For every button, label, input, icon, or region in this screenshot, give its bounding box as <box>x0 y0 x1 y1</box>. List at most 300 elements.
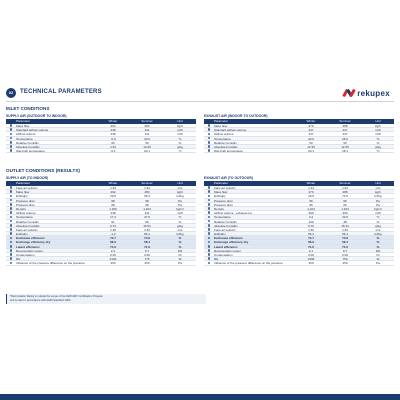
parameter-icon <box>204 149 214 152</box>
parameter-name: Enthalpy <box>214 194 226 198</box>
page-header <box>6 88 396 104</box>
summer-value: 15.34 <box>341 223 349 228</box>
summer-value: 311 <box>144 211 150 216</box>
unit: °C <box>178 149 182 154</box>
unit: °C <box>178 136 182 141</box>
winter-value: 279 <box>308 190 314 195</box>
column-header: Parameter <box>16 181 31 185</box>
winter-value: 250 <box>308 261 314 266</box>
summer-value: 0.00 <box>144 253 150 257</box>
parameter-icon <box>204 145 214 148</box>
summer-value: 288 <box>342 190 348 195</box>
summer-value: 74.8 <box>144 236 150 241</box>
parameter-icon <box>204 128 214 131</box>
parameter-icon <box>6 137 16 140</box>
parameter-icon <box>204 207 214 210</box>
outlet-supply-block <box>6 175 196 266</box>
winter-value: 1.48 <box>110 227 116 232</box>
note-line-1: *Recirculation Rating is outside the scope of the AHRI ERV Certification Program <box>10 295 103 298</box>
column-header: Unit <box>177 181 183 185</box>
parameter-name: Relative humidity <box>16 140 39 144</box>
winter-value: 66.9 <box>110 240 116 245</box>
column-header: Summer <box>339 181 351 185</box>
summer-value: 66 <box>343 202 347 207</box>
parameter-icon <box>6 236 16 239</box>
unit: Pa <box>376 198 380 203</box>
unit: m/s <box>177 186 183 190</box>
parameter-icon <box>6 240 16 243</box>
parameter-icon <box>204 132 214 135</box>
unit: g/kg <box>177 223 183 228</box>
column-header: Parameter <box>214 119 229 123</box>
parameter-name: Absolute humidity <box>16 144 40 149</box>
unit: m³/h <box>375 128 381 133</box>
unit: % <box>178 219 182 224</box>
unit: m/s <box>177 227 183 232</box>
unit: kg/h <box>177 124 183 128</box>
brand-logo <box>343 87 390 99</box>
parameter-name: Absolute humidity <box>214 223 238 227</box>
parameter-icon <box>6 228 16 231</box>
summer-value: 68 <box>145 202 149 207</box>
summer-value: 50 <box>343 140 347 145</box>
parameter-name: Absolute humidity <box>214 144 238 149</box>
winter-value: 100 <box>308 219 314 224</box>
winter-value: 1.46 <box>110 186 116 190</box>
parameter-icon <box>6 190 16 193</box>
summer-value: 1.64 <box>342 227 348 232</box>
parameter-icon <box>6 224 16 227</box>
winter-value: 66 <box>309 202 313 207</box>
summer-value: 311 <box>144 128 150 133</box>
unit: kJ/kg <box>176 232 184 237</box>
summer-value: 283 <box>144 124 150 128</box>
parameter-name: Pressure drop <box>214 198 233 202</box>
parameter-icon <box>6 261 16 264</box>
parameter-icon <box>6 132 16 135</box>
parameter-icon <box>204 232 214 235</box>
parameter-name: Exchange efficiency <box>16 236 45 240</box>
summer-value: 25.0 <box>342 136 348 141</box>
winter-value: 2126 <box>109 257 117 262</box>
page-title: TECHNICAL PARAMETERS <box>20 89 102 95</box>
parameter-name: Condensation <box>214 253 233 257</box>
summer-value: 71.6 <box>342 244 348 249</box>
winter-value: 292 <box>110 190 116 195</box>
column-header: Parameter <box>16 119 31 123</box>
unit: kg/h <box>177 190 183 195</box>
parameter-name: Airflow volume - exhaust out <box>214 211 252 215</box>
parameter-name: Standard airflow volume <box>16 128 49 132</box>
winter-value: 1698 <box>307 257 315 262</box>
column-header: Summer <box>339 119 351 123</box>
summer-value: 48 <box>343 219 347 224</box>
unit: % <box>178 244 182 249</box>
parameter-icon <box>6 253 16 256</box>
winter-value: 50 <box>309 140 313 145</box>
parameter-name: Temperature <box>16 136 33 140</box>
parameter-name: Exchange efficiency <box>214 236 243 240</box>
winter-value: 68 <box>111 198 115 203</box>
summer-value: 250 <box>342 261 348 266</box>
parameter-icon <box>6 257 16 260</box>
parameter-icon <box>6 207 16 210</box>
unit: m³/h <box>177 128 183 133</box>
outlet-section-title: OUTLET CONDITIONS (RESULTS) <box>6 168 80 173</box>
summer-value: 12.35 <box>341 144 349 149</box>
unit: m³/h <box>375 211 381 216</box>
unit: % <box>376 219 380 224</box>
unit: % <box>376 140 380 145</box>
winter-value: 248 <box>110 128 116 133</box>
parameter-icon <box>204 137 214 140</box>
parameter-icon <box>6 186 16 189</box>
certification-note <box>6 294 206 304</box>
parameter-name: Face air velocity <box>214 186 236 190</box>
unit: kg/h <box>375 190 381 195</box>
winter-value: 66 <box>309 198 313 203</box>
parameter-name: Airflow volume <box>16 211 36 215</box>
summer-value: 20.1 <box>144 149 150 154</box>
winter-value: -1.2 <box>110 232 116 237</box>
parameter-name: Influence of the pressure difference on the pressure <box>16 261 85 265</box>
logo-mark-icon <box>343 87 355 99</box>
parameter-name: Enthalpy <box>16 194 28 198</box>
parameter-icon <box>204 186 214 189</box>
winter-value: 12.35 <box>307 144 315 149</box>
table-title: SUPPLY AIR (OUTDOOR TO INDOOR) <box>6 114 67 118</box>
unit: °C <box>376 136 380 141</box>
unit: kg/h <box>375 124 381 128</box>
winter-value: 71.6 <box>308 244 314 249</box>
parameter-icon <box>204 240 214 243</box>
winter-value: 20.0 <box>308 136 314 141</box>
unit: % <box>376 244 380 249</box>
parameter-name: Relative humidity <box>214 140 237 144</box>
parameter-icon <box>6 128 16 131</box>
unit: Pa <box>376 261 380 266</box>
winter-value: 19.9 <box>308 194 314 199</box>
winter-value: 29.8 <box>110 194 116 199</box>
summer-value: 69 <box>145 219 149 224</box>
parameter-icon <box>204 228 214 231</box>
inlet-section-title: INLET CONDITIONS <box>6 106 50 111</box>
unit: g/kg <box>375 223 381 228</box>
winter-value: 71.6 <box>110 244 116 249</box>
summer-value: 32.5 <box>342 215 348 220</box>
parameter-name: Density <box>214 206 225 211</box>
column-header: Winter <box>306 119 316 123</box>
unit: m³/h <box>375 132 381 137</box>
header-divider <box>6 101 394 102</box>
unit: Pa <box>178 198 182 203</box>
inlet-supply-block <box>6 113 196 153</box>
unit: g/kg <box>375 144 381 149</box>
parameter-icon <box>6 211 16 214</box>
parameter-name: Condensation <box>16 253 35 257</box>
parameter-name: Exchange efficiency dry <box>214 240 249 244</box>
summer-value: 72.9 <box>342 194 348 199</box>
parameter-icon <box>6 145 16 148</box>
unit: °C <box>376 215 380 220</box>
summer-value: 1.64 <box>342 186 348 190</box>
parameter-icon <box>6 249 16 252</box>
parameter-name: Temperature <box>16 215 33 219</box>
parameter-name: Wet-bulb temperature <box>16 149 45 153</box>
parameter-name: Temperature <box>214 215 231 219</box>
section-badge: 02 <box>6 88 16 98</box>
summer-value: 775 <box>144 257 150 262</box>
parameter-icon <box>204 253 214 256</box>
parameter-icon <box>204 249 214 252</box>
summer-value: 750 <box>342 257 348 262</box>
winter-value: 1.44 <box>308 186 314 190</box>
unit: m³/h <box>177 132 183 137</box>
summer-value: 0.7 <box>342 248 348 253</box>
winter-value: 80 <box>111 140 115 145</box>
parameter-icon <box>6 220 16 223</box>
parameter-name: Mass flow <box>16 190 30 194</box>
parameter-name: Face air velocity <box>214 227 236 232</box>
summer-value: 27.5 <box>144 215 150 220</box>
summer-value: 66.9 <box>144 194 150 199</box>
summer-value: 283 <box>144 190 150 195</box>
parameter-icon <box>204 203 214 206</box>
parameter-name: Relative humidity <box>214 219 237 223</box>
unit: % <box>376 240 380 245</box>
unit: % <box>178 240 182 245</box>
summer-value: 237 <box>342 132 348 137</box>
parameter-icon <box>6 199 16 202</box>
parameter-name: Standard airflow volume <box>214 128 247 132</box>
parameter-icon <box>6 124 16 127</box>
winter-value: 6.73 <box>110 223 116 228</box>
winter-value: 2.1 <box>110 248 116 253</box>
table-row <box>6 261 196 265</box>
parameter-name: Mass flow <box>214 190 228 194</box>
column-header: Unit <box>375 119 381 123</box>
footer-bar <box>0 394 400 400</box>
winter-value: 66.9 <box>308 240 314 245</box>
parameter-icon <box>204 224 214 227</box>
table-title: SUPPLY AIR (TO INDOOR) <box>6 176 49 180</box>
unit: % <box>178 140 182 145</box>
unit: kJ/kg <box>374 194 382 199</box>
parameter-icon <box>204 190 214 193</box>
table-row <box>204 149 394 153</box>
parameter-icon <box>204 199 214 202</box>
parameter-icon <box>6 141 16 144</box>
parameter-icon <box>204 257 214 260</box>
parameter-icon <box>6 232 16 235</box>
winter-value: 17.4 <box>110 215 116 220</box>
column-header: Summer <box>141 181 153 185</box>
parameter-icon <box>204 211 214 214</box>
unit: % <box>376 236 380 241</box>
winter-value: 1.52 <box>308 227 314 232</box>
parameter-name: Enthalpy <box>16 232 28 236</box>
winter-value: 300 <box>308 211 314 216</box>
note-line-2: and is rated in accordance with AHRI Standard 1060. <box>10 298 71 302</box>
unit: Pa <box>178 202 182 207</box>
summer-value: 18.1 <box>342 149 348 154</box>
unit: % <box>178 236 182 241</box>
summer-value: 83.4 <box>144 232 150 237</box>
parameter-name: Pressure drop <box>214 202 233 206</box>
column-header: Winter <box>108 181 118 185</box>
winter-value: 248 <box>110 211 116 216</box>
parameter-name: RH <box>16 257 21 261</box>
winter-value: -6.1 <box>110 149 116 154</box>
winter-value: 1.224 <box>307 206 315 211</box>
unit: W <box>376 257 380 262</box>
parameter-name: Enthalpy <box>214 232 226 236</box>
parameter-name: Mass flow <box>16 124 30 128</box>
summer-value: 1.234 <box>341 206 349 211</box>
column-header: Unit <box>177 119 183 123</box>
winter-value: 250 <box>110 261 116 266</box>
unit: kg/m³ <box>374 206 382 211</box>
summer-value: 311 <box>144 132 150 137</box>
summer-value: 56.4 <box>342 232 348 237</box>
unit: Pa <box>376 202 380 207</box>
table-row <box>204 261 394 265</box>
unit: g/kg <box>177 144 183 149</box>
summer-value: 300 <box>342 211 348 216</box>
parameter-name: Influence of the pressure difference on the pressure <box>214 261 283 265</box>
summer-value: 50 <box>145 140 149 145</box>
winter-value: 279 <box>308 124 314 128</box>
winter-value: 56.4 <box>308 232 314 237</box>
summer-value: 74.8 <box>342 236 348 241</box>
column-header: Summer <box>141 119 153 123</box>
winter-value: 0.00 <box>110 253 116 257</box>
winter-value: 2.1 <box>308 248 314 253</box>
winter-value: -5.0 <box>110 136 116 141</box>
parameter-name: Pressure drop <box>16 198 35 202</box>
unit: m³/h <box>177 211 183 216</box>
inlet-exhaust-block <box>204 113 394 153</box>
parameter-name: Relative humidity <box>16 219 39 223</box>
summer-value: 30.0 <box>144 136 150 141</box>
unit: kW <box>177 248 183 253</box>
parameter-icon <box>6 149 16 152</box>
summer-value: 1.64 <box>144 186 150 190</box>
winter-value: 237 <box>308 128 314 133</box>
unit: m/s <box>375 186 381 190</box>
summer-value: 1.224 <box>143 206 151 211</box>
winter-value: 1.266 <box>109 206 117 211</box>
parameter-icon <box>204 236 214 239</box>
winter-value: 292 <box>110 124 116 128</box>
unit: l/h <box>178 253 182 257</box>
unit: kJ/kg <box>374 232 382 237</box>
parameter-name: RH <box>214 257 219 261</box>
summer-value: 0.7 <box>144 248 150 253</box>
parameter-icon <box>204 194 214 197</box>
unit: kJ/kg <box>176 194 184 199</box>
parameter-icon <box>6 215 16 218</box>
parameter-icon <box>204 215 214 218</box>
winter-value: 3.4 <box>308 215 314 220</box>
unit: Pa <box>178 261 182 266</box>
parameter-icon <box>6 203 16 206</box>
parameter-name: Density <box>16 206 27 211</box>
winter-value: 68 <box>111 202 115 207</box>
summer-value: 0.00 <box>342 253 348 257</box>
parameter-name: Temperature <box>214 136 231 140</box>
summer-value: 15.51 <box>143 223 151 228</box>
parameter-name: Pressure drop <box>16 202 35 206</box>
winter-value: 20.1 <box>308 149 314 154</box>
parameter-name: Recuperation power <box>214 248 241 252</box>
parameter-name: Latent efficiency <box>214 244 238 248</box>
summer-value: 13.45 <box>143 144 151 149</box>
parameter-name: Face air velocity <box>16 227 38 232</box>
winter-value: 61 <box>111 219 115 224</box>
parameter-icon <box>204 124 214 127</box>
summer-value: 250 <box>144 261 150 266</box>
parameter-icon <box>204 261 214 264</box>
winter-value: 237 <box>308 132 314 137</box>
parameter-name: Recuperation power <box>16 248 43 252</box>
parameter-name: Mass flow <box>214 124 228 128</box>
parameter-name: Airflow volume <box>16 132 36 136</box>
unit: l/h <box>376 253 380 257</box>
parameter-name: Airflow volume <box>214 132 234 136</box>
column-header: Unit <box>375 181 381 185</box>
parameter-icon <box>6 245 16 248</box>
column-header: Winter <box>108 119 118 123</box>
table-title: EXHAUST AIR (TO OUTDOOR) <box>204 176 253 180</box>
summer-value: 71.6 <box>144 244 150 249</box>
winter-value: 74.7 <box>308 236 314 241</box>
unit: °C <box>178 215 182 220</box>
summer-value: 58.4 <box>342 240 348 245</box>
table-title: EXHAUST AIR (INDOOR TO OUTDOOR) <box>204 114 268 118</box>
parameter-icon <box>204 220 214 223</box>
logo-text: rekupex <box>357 88 390 98</box>
column-header: Parameter <box>214 181 229 185</box>
parameter-name: Exchange efficiency dry <box>16 240 51 244</box>
parameter-name: Face air velocity <box>16 186 38 190</box>
unit: W <box>178 257 182 262</box>
winter-value: 1.54 <box>110 144 116 149</box>
parameter-icon <box>204 245 214 248</box>
table-row <box>6 149 196 153</box>
parameter-icon <box>6 194 16 197</box>
winter-value: 5.76 <box>308 223 314 228</box>
unit: m/s <box>375 227 381 232</box>
parameter-name: Absolute humidity <box>16 223 40 227</box>
unit: kg/m³ <box>176 206 184 211</box>
parameter-name: Latent efficiency <box>16 244 40 248</box>
winter-value: 74.7 <box>110 236 116 241</box>
winter-value: 0.00 <box>308 253 314 257</box>
winter-value: 248 <box>110 132 116 137</box>
parameter-name: Wet-bulb temperature <box>214 149 243 153</box>
summer-value: 66 <box>343 198 347 203</box>
unit: kW <box>375 248 381 253</box>
summer-value: 68 <box>145 198 149 203</box>
outlet-exhaust-block <box>204 175 394 266</box>
summer-value: 237 <box>342 128 348 133</box>
summer-value: 58.4 <box>144 240 150 245</box>
parameter-icon <box>204 141 214 144</box>
unit: °C <box>376 149 380 154</box>
summer-value: 288 <box>342 124 348 128</box>
column-header: Winter <box>306 181 316 185</box>
